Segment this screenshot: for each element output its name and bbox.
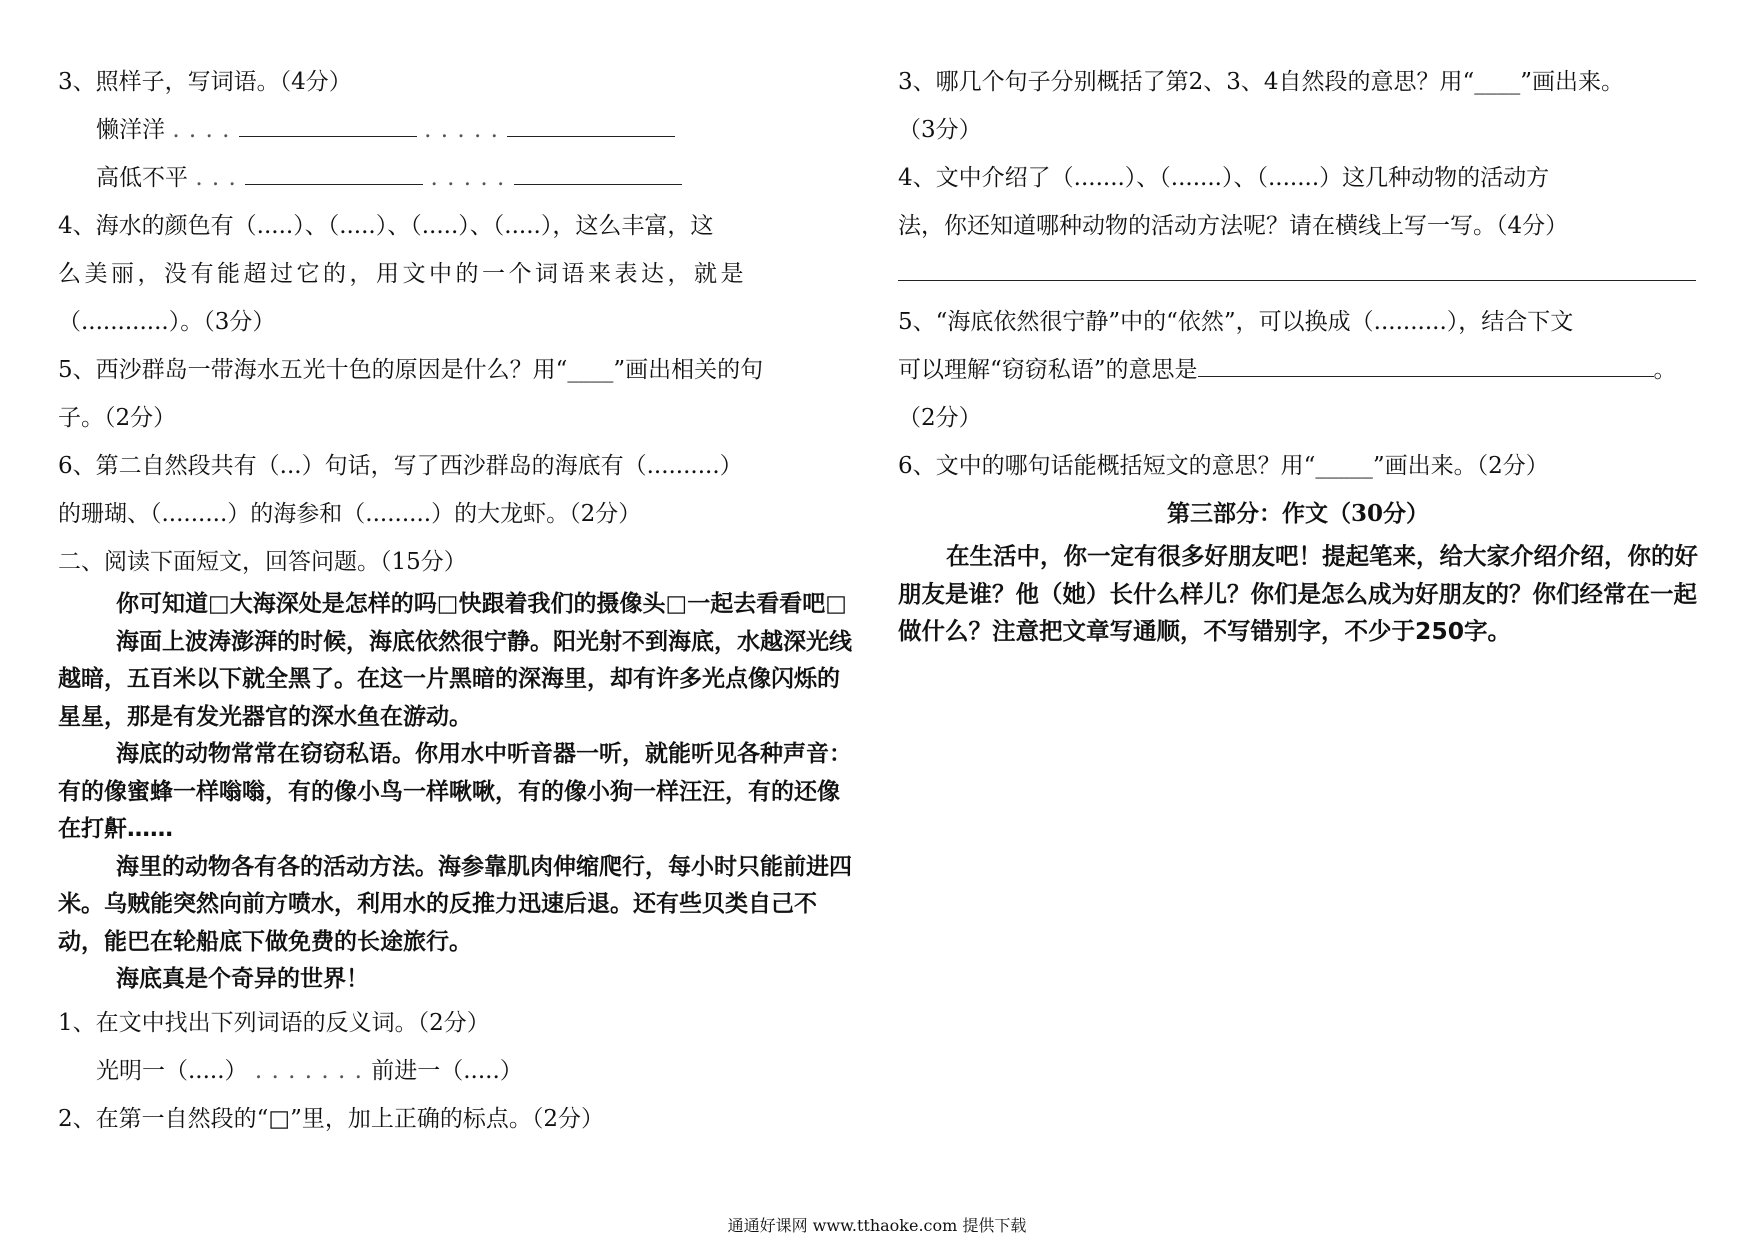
answer-line-row	[898, 250, 1698, 298]
passage-paragraph: 海底的动物常常在窃窃私语。你用水中听音器一听，就能听见各种声音：有的像蜜蜂一样嗡嗡，有的像小鸟一样啾啾，有的像小狗一样汪汪，有的还像在打鼾……	[58, 741, 852, 842]
reading-passage	[58, 586, 858, 999]
question-6-line: 6、第二自然段共有（...）句话，写了西沙群岛的海底有（..........）	[58, 453, 743, 479]
section-3-title: 第三部分：作文（30分）	[1166, 500, 1429, 527]
question-5-line: 子。（2分）	[58, 405, 177, 431]
reading-question-3-line: （3分）	[898, 117, 982, 143]
reading-question-2-title: 2、在第一自然段的“□”里，加上正确的标点。（2分）	[58, 1105, 605, 1132]
reading-question-3-line: 3、哪几个句子分别概括了第2、3、4自然段的意思？用“____”画出来。	[898, 69, 1625, 95]
passage-paragraph: 海面上波涛澎湃的时候，海底依然很宁静。阳光射不到海底，水越深光线越暗，五百米以下就全黑了。在这一片黑暗的深海里，却有许多光点像闪烁的星星，那是有发光器官的深水鱼在游动。	[58, 628, 852, 730]
reading-question-5-score: （2分）	[898, 405, 982, 431]
footer-credit: 通通好课网 www.tthaoke.com 提供下载	[727, 1216, 1027, 1235]
reading-question-1-title: 1、在文中找出下列词语的反义词。（2分）	[58, 1009, 490, 1036]
question-5-line: 5、西沙群岛一带海水五光十色的原因是什么？用“____”画出相关的句	[58, 357, 764, 383]
passage-paragraph: 海里的动物各有各的活动方法。海参靠肌肉伸缩爬行，每小时只能前进四米。乌贼能突然向前方喷水，利用水的反推力迅速后退。还有些贝类自己不动，能巴在轮船底下做免费的长途旅行。	[58, 853, 852, 955]
question-3-word-1: 懒洋洋	[96, 117, 165, 143]
sentence-period: 。	[1653, 357, 1677, 383]
antonym-item-2: 前进一（.....）	[371, 1057, 523, 1084]
question-6-line: 的珊瑚、（.........）的海参和（.........）的大龙虾。（2分）	[58, 501, 642, 527]
reading-question-6-line: 6、文中的哪句话能概括短文的意思？用“_____”画出来。（2分）	[898, 453, 1549, 479]
essay-prompt: 在生活中，你一定有很多好朋友吧！提起笔来，给大家介绍介绍，你的好朋友是谁？他（她）长什么样儿？你们是怎么成为好朋友的？你们经常在一起做什么？注意把文章写通顺，不写错别字，不少于250字。	[898, 542, 1698, 645]
question-3-word-2: 高低不平	[96, 165, 188, 191]
answer-blank[interactable]	[239, 106, 417, 137]
answer-blank[interactable]	[514, 154, 682, 185]
right-column	[898, 58, 1698, 651]
reading-question-4-line: 法，你还知道哪种动物的活动方法呢？请在横线上写一写。（4分）	[898, 213, 1569, 239]
left-column	[58, 58, 858, 1143]
question-4-line: （............）。（3分）	[58, 309, 276, 335]
question-4-line: 么美丽，没有能超过它的，用文中的一个词语来表达，就是	[58, 261, 747, 287]
question-3-title: 3、照样子，写词语。（4分）	[58, 69, 352, 95]
reading-question-5-line: 5、“海底依然很宁静”中的“依然”，可以换成（..........），结合下文	[898, 309, 1574, 335]
passage-paragraph: 海底真是个奇异的世界！	[116, 966, 369, 992]
question-4-line: 4、海水的颜色有（.....）、（.....）、（.....）、（.....），这么丰富，这	[58, 213, 714, 239]
reading-question-4-line: 4、文中介绍了（.......）、（.......）、（.......）这几种动物的活动方	[898, 165, 1550, 191]
section-2-title: 二、阅读下面短文，回答问题。（15分）	[58, 549, 467, 575]
answer-line[interactable]	[1198, 346, 1654, 377]
answer-line[interactable]	[898, 250, 1696, 281]
reading-question-5-line-2	[898, 346, 1698, 394]
passage-paragraph: 你可知道□大海深处是怎样的吗□快跟着我们的摄像头□一起去看看吧□	[116, 591, 847, 617]
question-3-row-1: 懒洋洋 . . . . . . . . .	[58, 106, 858, 154]
question-3-row-2: 高低不平 . . . . . . . .	[58, 154, 858, 202]
answer-blank[interactable]	[245, 154, 423, 185]
antonym-item-1: 光明一（.....）	[96, 1057, 248, 1084]
answer-blank[interactable]	[507, 106, 675, 137]
reading-question-5-text: 可以理解“窃窃私语”的意思是	[898, 357, 1198, 383]
reading-question-1-items: 光明一（.....） . . . . . . . 前进一（.....）	[96, 1057, 523, 1084]
